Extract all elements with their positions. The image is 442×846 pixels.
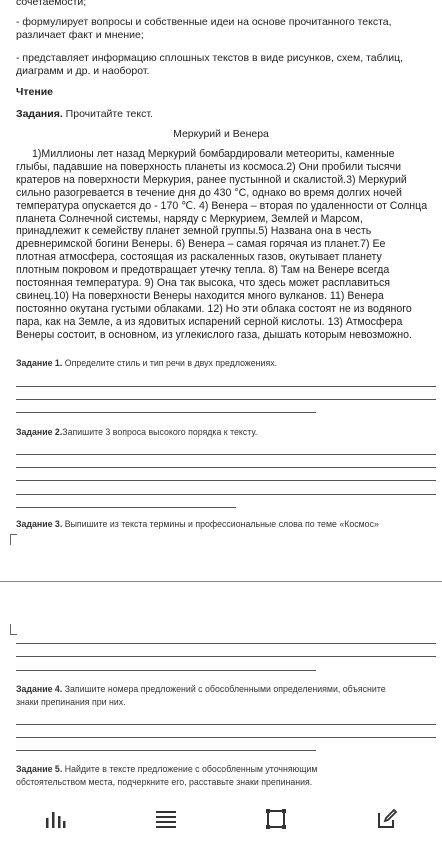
body-line: плотная атмосфера, состоящая из раскаленных газов, окутывает планету	[16, 251, 382, 264]
answer-line	[16, 737, 436, 738]
task-label: Задание 3.	[16, 519, 63, 529]
answer-line	[16, 386, 436, 387]
answer-line	[16, 656, 436, 657]
task-label: Задание 2.	[16, 427, 63, 437]
list-button[interactable]	[141, 799, 191, 839]
chart-icon	[44, 808, 66, 830]
intro-line: диаграмм и др. и наоборот.	[16, 65, 150, 77]
chart-button[interactable]	[30, 799, 80, 839]
task-1	[16, 357, 438, 369]
task-3	[16, 518, 438, 530]
intro-line: сочетаемости;	[16, 0, 87, 8]
body-line: кратеров на поверхности Меркурия, ранее пустынной и скалистой.3) Меркурий	[16, 173, 407, 186]
task-text: Определите стиль и тип речи в двух предложениях.	[62, 358, 278, 368]
text-body	[16, 148, 436, 342]
answer-line	[16, 670, 316, 671]
task-text: Найдите в тексте предложение с обособленным уточняющим	[62, 764, 318, 774]
task-text: Запишите номера предложений с обособленными определениями, объясните	[62, 684, 386, 694]
intro-line: - представляет информацию сплошных текстов в виде рисунков, схем, таблиц,	[16, 52, 404, 64]
intro-line: - формулирует вопросы и собственные идеи на основе прочитанного текста,	[16, 16, 392, 28]
edit-icon	[376, 808, 398, 830]
divider	[0, 581, 442, 582]
body-line: сильно разогревается в течение дня до 430 °С, однако во время долгих ночей	[16, 186, 402, 199]
section-title: Чтение	[16, 86, 53, 98]
task-4-cont	[16, 696, 438, 708]
crop-icon	[265, 808, 287, 830]
body-line: 1)Миллионы лет назад Меркурий бомбардировали метеориты, каменные	[32, 148, 395, 160]
answer-line	[16, 750, 316, 751]
edit-button[interactable]	[362, 799, 412, 839]
body-line: планета Солнечной системы, наряду с Меркурием, Землей и Марсом,	[16, 212, 363, 225]
task-label: Задание 5.	[16, 764, 63, 774]
body-line: постоянно окутана густыми облаками. 12) Но эти облака состоят не из водяного	[16, 302, 412, 315]
body-line: Венеры состоит, в основном, из углекислого газа, дышать которым невозможно.	[16, 328, 412, 341]
bottom-toolbar	[0, 792, 442, 846]
crop-corner	[10, 624, 17, 635]
answer-line	[16, 724, 436, 725]
body-line: температура опускается до - 170 ℃. 4) Венера – вторая по удаленности от Солнца	[16, 199, 428, 212]
task-label: Задание 4.	[16, 684, 63, 694]
task-2	[16, 426, 438, 438]
body-line: постоянная температура. 9) Она так высока, что здесь может расплавиться	[16, 277, 391, 290]
answer-line	[16, 480, 436, 481]
task-text: знаки препинания при них.	[16, 697, 126, 707]
task-4	[16, 683, 438, 695]
task-text: Запишите 3 вопроса высокого порядка к тексту.	[62, 427, 258, 437]
text-title: Меркурий и Венера	[173, 128, 269, 140]
answer-line	[16, 399, 436, 400]
body-line: глыбы, падавшие на поверхность планеты из космоса.2) Они пробили тысячи	[16, 160, 402, 173]
answer-line	[16, 507, 236, 508]
assignment-line	[16, 108, 434, 121]
crop-corner	[10, 534, 17, 545]
intro-line: различает факт и мнение;	[16, 29, 144, 41]
answer-line	[16, 454, 436, 455]
answer-line	[16, 467, 436, 468]
list-icon	[154, 808, 178, 830]
body-line: пара, как на Земле, а из ядовитых испарений серной кислоты. 13) Атмосфера	[16, 315, 403, 328]
answer-line	[16, 643, 436, 644]
assignment-text: Прочитайте текст.	[62, 108, 153, 120]
body-line: древнеримской богини Венеры. 6) Венера – самая горячая из планет.7) Ее	[16, 238, 386, 251]
answer-line	[16, 412, 316, 413]
answer-line	[16, 494, 436, 495]
task-text: Выпишите из текста термины и профессиональные слова по теме «Космос»	[62, 519, 379, 529]
task-5	[16, 763, 438, 775]
body-line: свинец.10) На поверхности Венеры находится много вулканов. 11) Венера	[16, 289, 384, 302]
task-5-cont	[16, 776, 438, 788]
assignment-label: Задания.	[16, 108, 63, 120]
task-text: обстоятельством места, подчеркните его, расставьте знаки препинания.	[16, 777, 313, 787]
body-line: плотным покровом и предотвращает утечку тепла. 8) Там на Венере всегда	[16, 264, 390, 277]
crop-button[interactable]	[251, 799, 301, 839]
task-label: Задание 1.	[16, 358, 63, 368]
body-line: принадлежит к семейству планет земной группы.5) Названа она в честь	[16, 225, 372, 238]
